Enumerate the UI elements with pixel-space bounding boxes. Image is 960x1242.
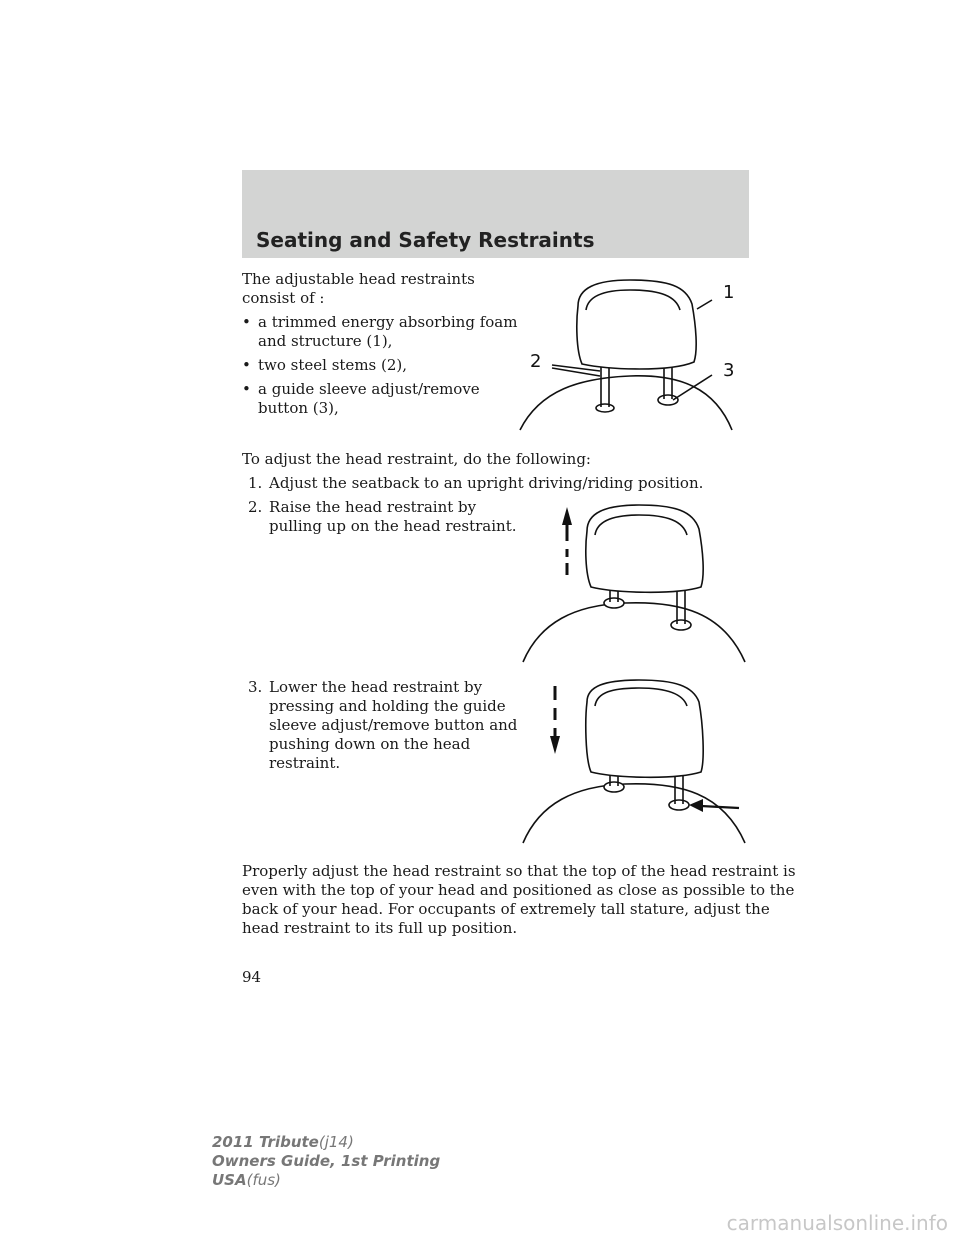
bullet-icon: • [242,313,251,331]
footer-market: USA [212,1171,247,1189]
component-line: a guide sleeve adjust/remove [258,380,480,398]
bullet-icon: • [242,380,251,398]
component-line: two steel stems (2), [258,356,408,374]
footer-model-code: (j14) [318,1133,354,1151]
arrow-left-icon [689,799,703,812]
step-line: pressing and holding the guide [269,697,506,715]
closing-line: Properly adjust the head restraint so that the top of the head restraint is [242,862,796,880]
raise-head-restraint-diagram [515,497,755,665]
lower-head-restraint-diagram [515,678,755,846]
step-line: pushing down on the head [269,735,471,753]
component-line: and structure (1), [258,332,393,350]
component-line: a trimmed energy absorbing foam [258,313,518,331]
callout-1: 1 [723,282,735,303]
step-line: sleeve adjust/remove button and [269,716,518,734]
step-line: pulling up on the head restraint. [269,517,517,535]
document-footer [212,1133,440,1190]
step-number: 3. [248,678,263,696]
bullet-icon: • [242,356,251,374]
closing-line: even with the top of your head and positioned as close as possible to the [242,881,795,899]
footer-market-code: (fus) [246,1171,281,1189]
page-number: 94 [242,968,262,986]
step-number: 1. [248,474,263,492]
step-line: restraint. [269,754,341,772]
component-line: button (3), [258,399,339,417]
intro-line: The adjustable head restraints [242,270,475,288]
arrow-up-icon [562,507,572,525]
section-title: Seating and Safety Restraints [256,228,595,252]
closing-line: back of your head. For occupants of extremely tall stature, adjust the [242,900,770,918]
step-line: Lower the head restraint by [269,678,483,696]
watermark: carmanualsonline.info [726,1211,948,1235]
step-line: Adjust the seatback to an upright driving/riding position. [269,474,704,492]
adjust-intro: To adjust the head restraint, do the following: [242,450,591,468]
closing-line: head restraint to its full up position. [242,919,518,937]
step-number: 2. [248,498,263,516]
footer-guide: Owners Guide, 1st Printing [212,1152,441,1170]
callout-2: 2 [530,351,542,372]
step-line: Raise the head restraint by [269,498,477,516]
footer-model: 2011 Tribute [212,1133,319,1151]
arrow-down-icon [550,736,560,754]
intro-line: consist of : [242,289,325,307]
callout-3: 3 [723,360,735,381]
